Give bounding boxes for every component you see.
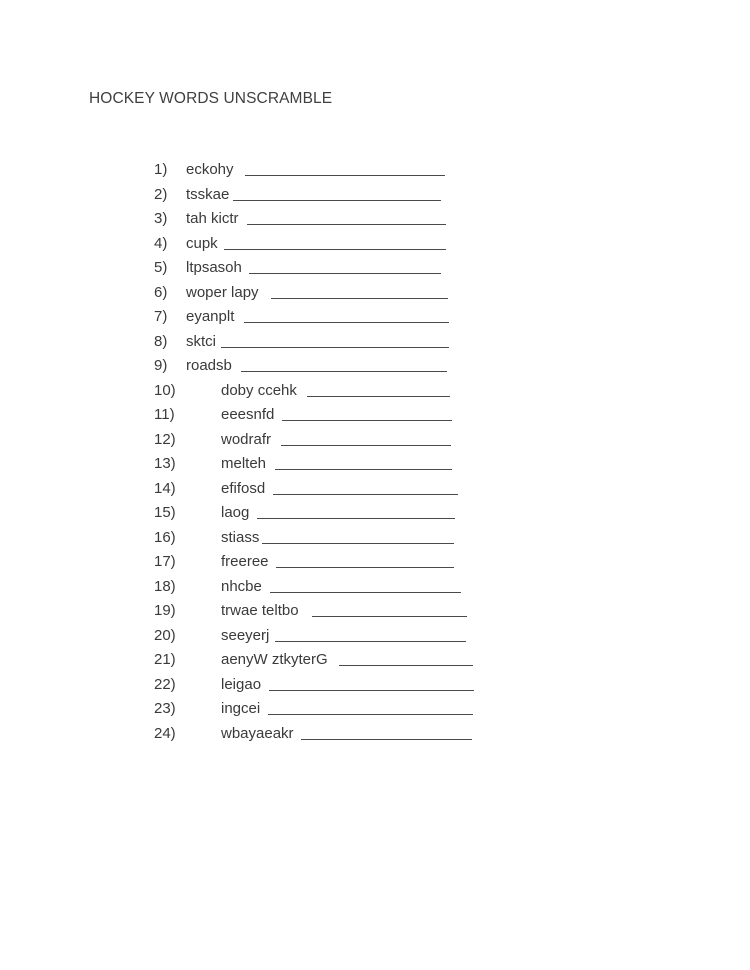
item-number: 22) <box>154 675 176 693</box>
answer-blank[interactable] <box>307 396 450 397</box>
scrambled-word: aenyW ztkyterG <box>221 651 328 668</box>
scrambled-word: wbayaeakr <box>221 724 294 742</box>
scrambled-word: roadsb <box>186 357 232 374</box>
answer-blank[interactable] <box>247 224 446 225</box>
answer-blank[interactable] <box>276 567 454 568</box>
item-number: 15) <box>154 504 176 521</box>
page-title: HOCKEY WORDS UNSCRAMBLE <box>89 90 333 107</box>
item-number: 10) <box>154 381 176 399</box>
item-number: 1) <box>154 161 168 178</box>
answer-blank[interactable] <box>339 665 473 666</box>
answer-blank[interactable] <box>233 200 441 201</box>
scrambled-word: trwae teltbo <box>221 602 299 619</box>
scrambled-word: cupk <box>186 234 218 252</box>
scrambled-word: stiass <box>221 528 260 546</box>
answer-blank[interactable] <box>271 298 448 299</box>
scrambled-word: laog <box>221 504 250 521</box>
answer-blank[interactable] <box>270 592 461 593</box>
answer-blank[interactable] <box>244 322 449 323</box>
item-number: 24) <box>154 724 176 742</box>
answer-blank[interactable] <box>249 273 441 274</box>
scrambled-word: woper lapy <box>186 283 259 301</box>
item-number: 23) <box>154 700 176 717</box>
item-number: 16) <box>154 528 176 546</box>
scrambled-word: eyanplt <box>186 308 235 325</box>
answer-blank[interactable] <box>257 518 455 519</box>
item-number: 8) <box>154 332 168 350</box>
scrambled-word: doby ccehk <box>221 381 297 399</box>
answer-blank[interactable] <box>282 420 452 421</box>
item-number: 5) <box>154 259 168 276</box>
scrambled-word: tah kictr <box>186 210 239 227</box>
item-number: 21) <box>154 651 176 668</box>
answer-blank[interactable] <box>273 494 458 495</box>
item-number: 3) <box>154 210 168 227</box>
scrambled-word: melteh <box>221 455 267 472</box>
item-number: 19) <box>154 602 176 619</box>
scrambled-word: leigao <box>221 675 262 693</box>
answer-blank[interactable] <box>281 445 451 446</box>
answer-blank[interactable] <box>275 469 452 470</box>
answer-blank[interactable] <box>275 641 466 642</box>
item-number: 11) <box>154 406 175 423</box>
answer-blank[interactable] <box>241 371 447 372</box>
item-number: 13) <box>154 455 176 472</box>
scrambled-word: tsskae <box>186 185 230 203</box>
scrambled-word: ltpsasoh <box>186 259 242 276</box>
item-number: 9) <box>154 357 168 374</box>
scrambled-word: eeesnfd <box>221 406 275 423</box>
answer-blank[interactable] <box>312 616 467 617</box>
answer-blank[interactable] <box>269 690 474 691</box>
item-number: 20) <box>154 626 176 644</box>
scrambled-word: wodrafr <box>221 430 272 448</box>
item-number: 18) <box>154 577 176 595</box>
item-number: 12) <box>154 430 176 448</box>
scrambled-word: nhcbe <box>221 577 262 595</box>
answer-blank[interactable] <box>245 175 445 176</box>
answer-blank[interactable] <box>268 714 473 715</box>
scrambled-word: seeyerj <box>221 626 270 644</box>
answer-blank[interactable] <box>221 347 449 348</box>
answer-blank[interactable] <box>301 739 472 740</box>
scrambled-word: freeree <box>221 553 269 570</box>
scrambled-word: sktci <box>186 332 216 350</box>
answer-blank[interactable] <box>262 543 454 544</box>
item-number: 2) <box>154 185 168 203</box>
item-number: 14) <box>154 479 176 497</box>
item-number: 4) <box>154 234 168 252</box>
item-number: 17) <box>154 553 176 570</box>
item-number: 7) <box>154 308 168 325</box>
answer-blank[interactable] <box>224 249 446 250</box>
scrambled-word: efifosd <box>221 479 266 497</box>
item-number: 6) <box>154 283 168 301</box>
scrambled-word: eckohy <box>186 161 234 178</box>
scrambled-word: ingcei <box>221 700 261 717</box>
